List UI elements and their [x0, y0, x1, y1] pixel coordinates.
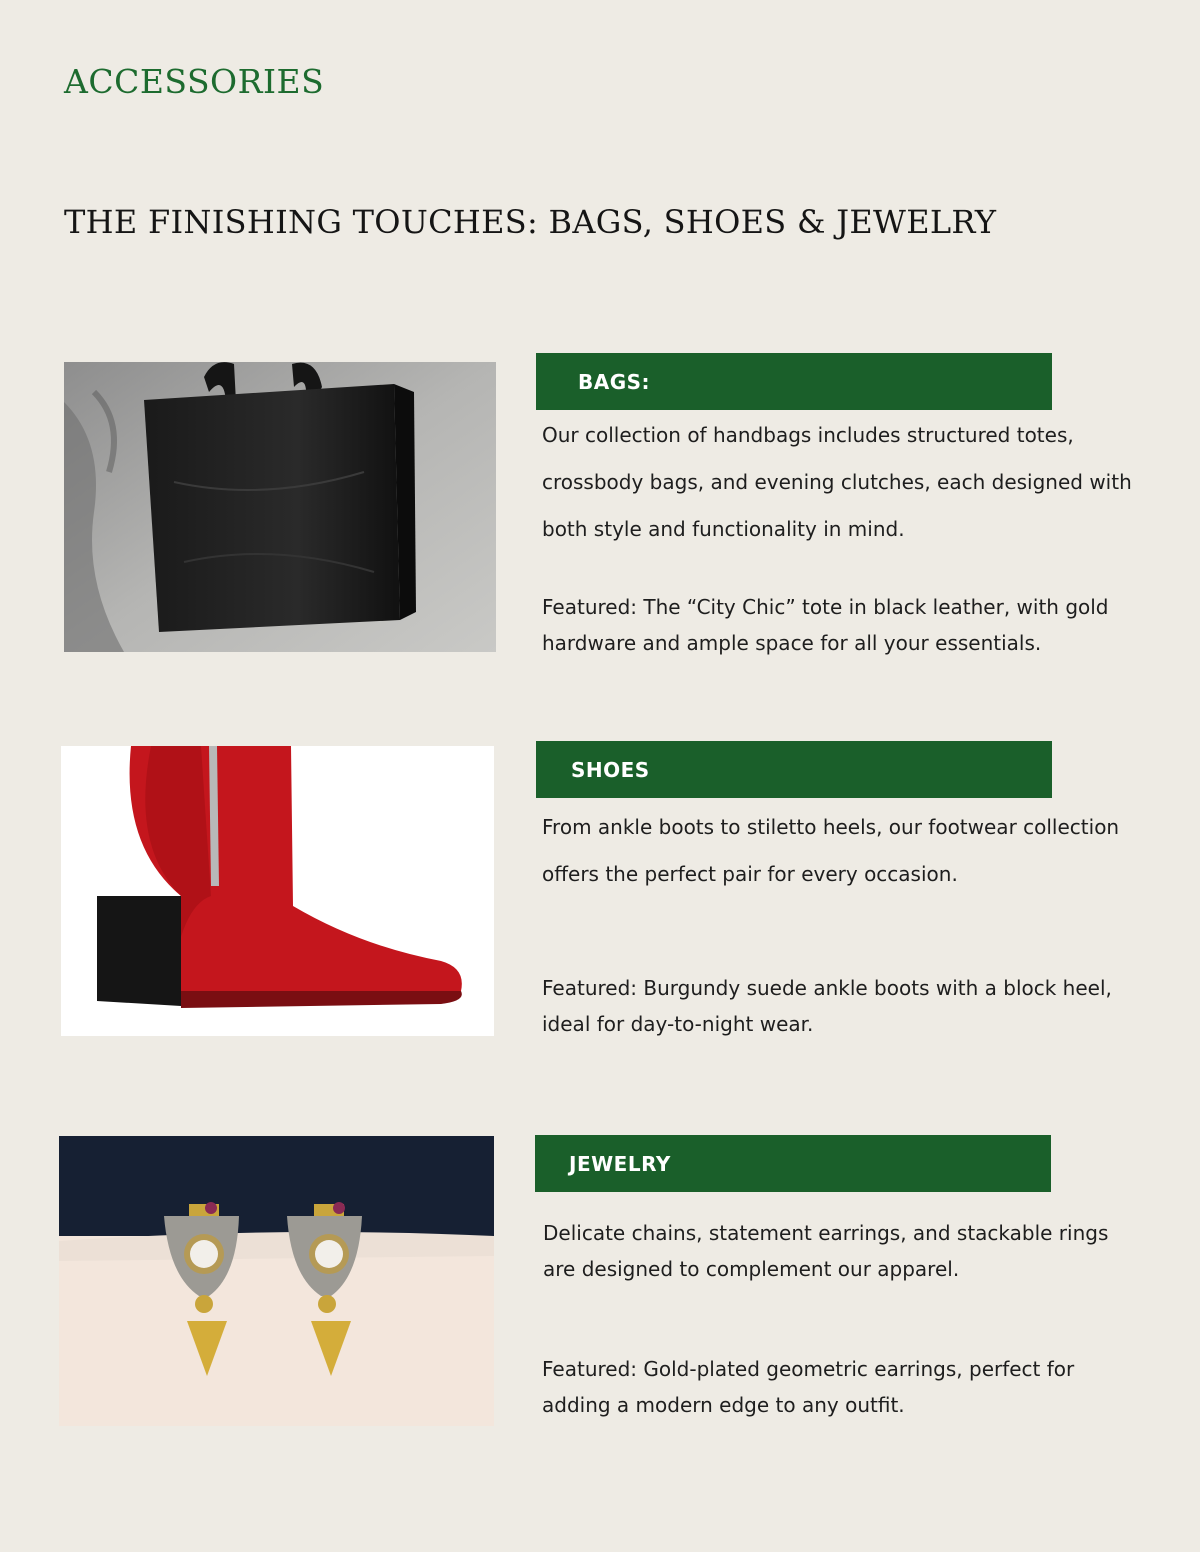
tote-bag-photo: [64, 362, 496, 652]
page-title: THE FINISHING TOUCHES: BAGS, SHOES & JEWELRY: [64, 203, 997, 241]
bags-heading-bar: [536, 353, 1052, 410]
shoes-heading: SHOES: [571, 757, 650, 782]
bags-featured: Featured: The “City Chic” tote in black leather, with gold hardware and ample space for all your essentials.: [542, 595, 1109, 655]
earrings-photo: [59, 1136, 494, 1426]
shoes-heading-bar: [536, 741, 1052, 798]
jewelry-heading: JEWELRY: [569, 1151, 671, 1176]
jewelry-description: Delicate chains, statement earrings, and stackable rings are designed to complement our apparel.: [543, 1221, 1109, 1281]
bags-heading: BAGS:: [578, 369, 651, 394]
shoes-featured: Featured: Burgundy suede ankle boots with a block heel, ideal for day-to-night wear.: [542, 976, 1112, 1036]
section-eyebrow: ACCESSORIES: [64, 62, 325, 101]
jewelry-heading-bar: [535, 1135, 1051, 1192]
ankle-boot-photo: [61, 746, 494, 1036]
bags-description: Our collection of handbags includes structured totes, crossbody bags, and evening clutches, each designed with both style and functionality in mind.: [542, 423, 1132, 541]
jewelry-featured: Featured: Gold-plated geometric earrings, perfect for adding a modern edge to any outfit.: [542, 1357, 1075, 1417]
shoes-description: From ankle boots to stiletto heels, our footwear collection offers the perfect pair for every occasion.: [542, 815, 1120, 886]
